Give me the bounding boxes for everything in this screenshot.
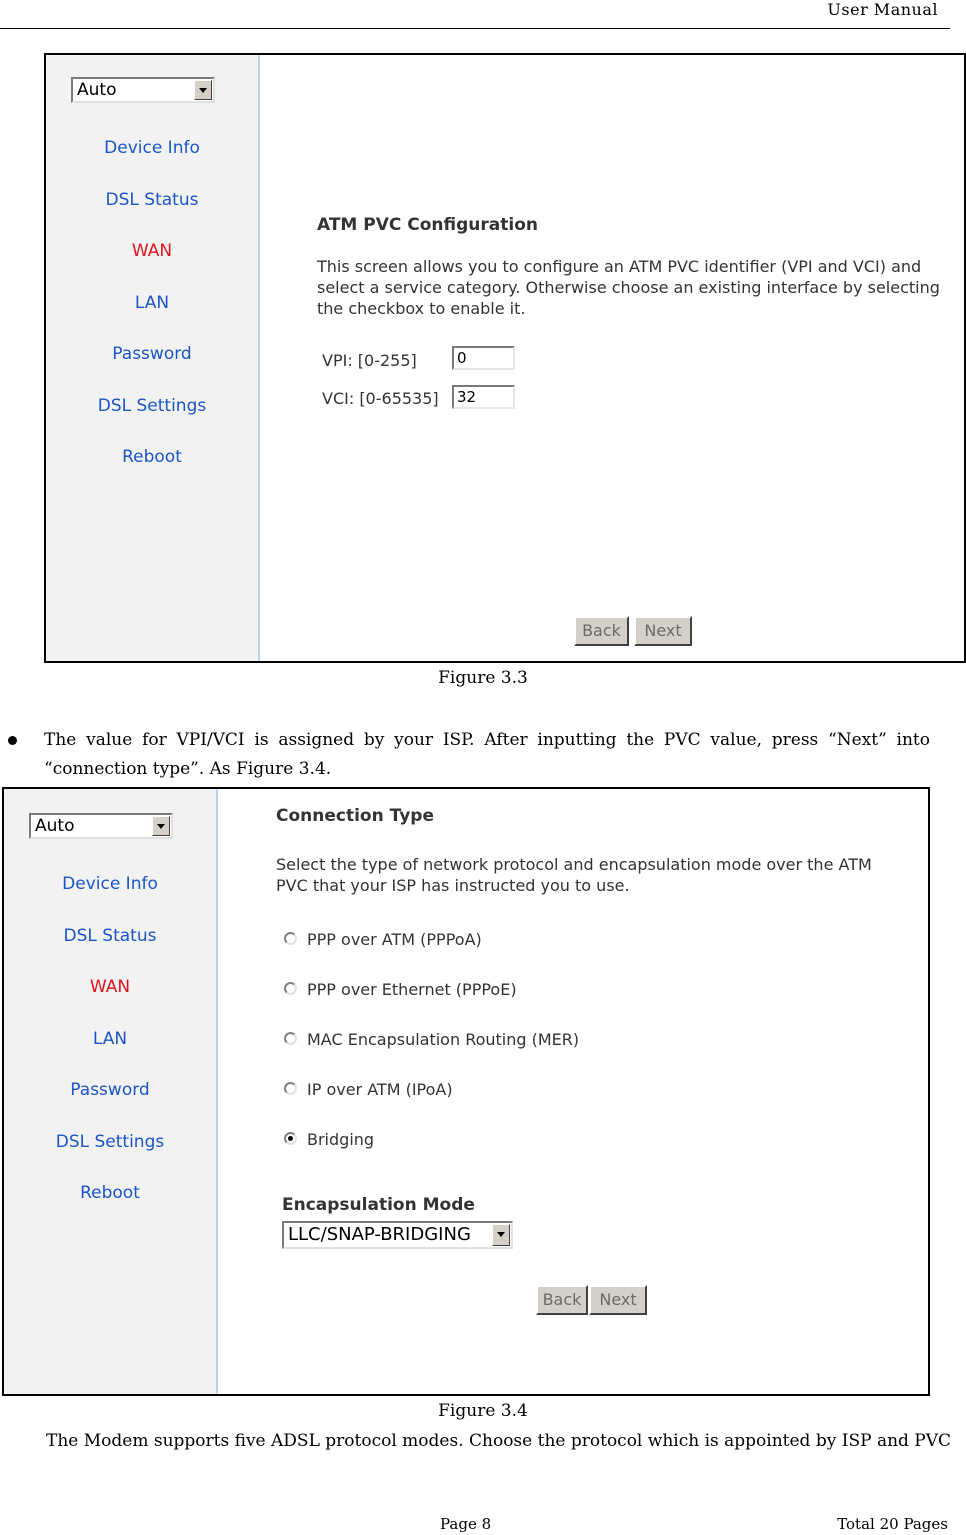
option-bridging-label: Bridging <box>307 1130 375 1149</box>
option-ipoa[interactable] <box>284 1080 453 1099</box>
encapsulation-mode-title: Encapsulation Mode <box>282 1195 475 1215</box>
page-description: Select the type of network protocol and encapsulation mode over the ATM PVC that your ISP has instructed you to use. <box>276 855 872 895</box>
back-button[interactable]: Back <box>536 1285 588 1315</box>
sidebar-item-dsl-settings[interactable]: DSL Settings <box>97 396 207 416</box>
body-paragraph: The Modem supports five ADSL protocol modes. Choose the protocol which is appointed by ISP and PVC <box>46 1431 952 1451</box>
encapsulation-mode-select[interactable] <box>282 1221 513 1249</box>
radio-ipoa[interactable] <box>284 1082 297 1095</box>
figure-3-4-screenshot <box>2 787 930 1396</box>
radio-pppoe[interactable] <box>284 982 297 995</box>
sidebar-item-lan[interactable]: LAN <box>134 293 170 313</box>
option-ipoa-label: IP over ATM (IPoA) <box>307 1080 453 1099</box>
sidebar-item-dsl-status[interactable]: DSL Status <box>105 190 199 210</box>
header-rule <box>0 28 950 29</box>
next-button[interactable]: Next <box>634 616 692 646</box>
sidebar-item-reboot[interactable]: Reboot <box>122 447 182 467</box>
option-pppoe[interactable] <box>284 980 517 999</box>
sidebar-item-device-info[interactable]: Device Info <box>104 138 200 158</box>
sidebar-item-dsl-settings[interactable]: DSL Settings <box>55 1132 165 1152</box>
option-mer[interactable] <box>284 1030 579 1049</box>
page-title: ATM PVC Configuration <box>317 215 538 235</box>
option-pppoe-label: PPP over Ethernet (PPPoE) <box>307 980 517 999</box>
radio-bridging[interactable] <box>284 1132 297 1145</box>
main-content <box>218 789 928 1394</box>
option-pppoa-label: PPP over ATM (PPPoA) <box>307 930 482 949</box>
sidebar-item-password[interactable]: Password <box>70 1080 150 1100</box>
page-title: Connection Type <box>276 806 434 826</box>
option-bridging[interactable] <box>284 1130 374 1149</box>
sidebar-item-lan[interactable]: LAN <box>92 1029 128 1049</box>
language-select[interactable] <box>71 77 215 103</box>
figure-3-3-caption: Figure 3.3 <box>438 668 528 688</box>
sidebar-item-wan[interactable]: WAN <box>89 977 131 997</box>
option-mer-label: MAC Encapsulation Routing (MER) <box>307 1030 580 1049</box>
vci-label: VCI: [0-65535] <box>322 389 439 408</box>
total-pages: Total 20 Pages <box>837 1515 948 1533</box>
language-select-value: Auto <box>35 816 75 836</box>
radio-mer[interactable] <box>284 1032 297 1045</box>
encapsulation-mode-value: LLC/SNAP-BRIDGING <box>288 1224 471 1245</box>
sidebar <box>46 55 260 661</box>
figure-3-4-caption: Figure 3.4 <box>438 1401 528 1421</box>
sidebar-item-reboot[interactable]: Reboot <box>80 1183 140 1203</box>
next-button[interactable]: Next <box>589 1285 647 1315</box>
bullet-paragraph: The value for VPI/VCI is assigned by your ISP. After inputting the PVC value, press “Next” into “connection type”. As Figure 3.4. <box>44 730 930 779</box>
sidebar-item-wan[interactable]: WAN <box>131 241 173 261</box>
main-content <box>260 55 964 661</box>
chevron-down-icon[interactable] <box>152 816 170 836</box>
language-select-value: Auto <box>77 80 117 100</box>
vpi-input[interactable]: 0 <box>452 346 515 370</box>
sidebar-item-dsl-status[interactable]: DSL Status <box>63 926 157 946</box>
option-pppoa[interactable] <box>284 930 482 949</box>
vci-input[interactable]: 32 <box>452 385 515 409</box>
chevron-down-icon[interactable] <box>194 80 212 100</box>
header-title: User Manual <box>827 0 938 19</box>
radio-pppoa[interactable] <box>284 932 297 945</box>
sidebar-item-password[interactable]: Password <box>112 344 192 364</box>
chevron-down-icon[interactable] <box>492 1224 510 1246</box>
sidebar-item-device-info[interactable]: Device Info <box>62 874 158 894</box>
back-button[interactable]: Back <box>574 616 629 646</box>
vpi-label: VPI: [0-255] <box>322 351 417 370</box>
sidebar <box>4 789 218 1394</box>
figure-3-3-screenshot <box>44 53 966 663</box>
page-description: This screen allows you to configure an ATM PVC identifier (VPI and VCI) and select a service category. Otherwise choose an existing interface by selecting the checkbox to enable it. <box>317 257 940 318</box>
language-select[interactable] <box>29 813 173 839</box>
bullet-icon <box>8 736 17 745</box>
page-number: Page 8 <box>440 1515 492 1533</box>
